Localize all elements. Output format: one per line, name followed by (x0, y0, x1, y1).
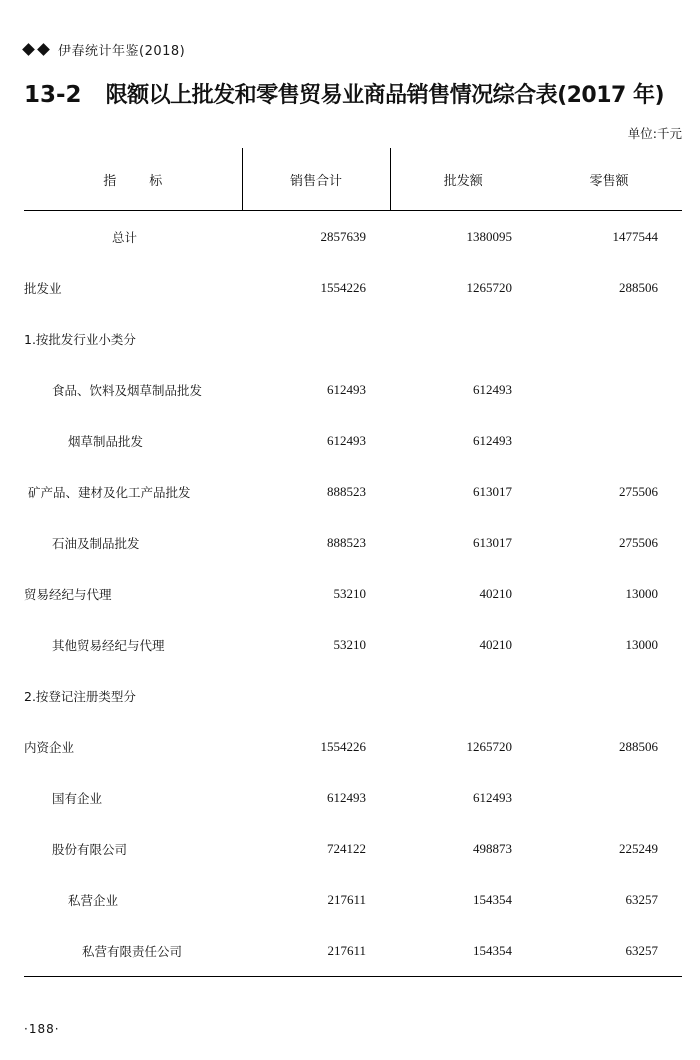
page-number: ·188· (24, 1022, 60, 1036)
cell-wholesale (390, 670, 536, 721)
column-header-total-sales: 销售合计 (242, 148, 390, 211)
table-row (24, 670, 682, 721)
table-bottom-rule (24, 976, 682, 977)
table-row (24, 568, 682, 619)
cell-total-sales: 217611 (327, 891, 366, 907)
cell-retail: 63257 (625, 942, 658, 958)
table-row (24, 364, 682, 415)
row-label: 1.按批发行业小类分 (24, 331, 136, 347)
cell-total-sales: 53210 (333, 585, 366, 601)
table-row (24, 211, 682, 263)
column-header-indicator: 指 标 (24, 148, 242, 211)
table-body (24, 211, 682, 977)
table-row (24, 925, 682, 976)
cell-wholesale: 154354 (473, 891, 512, 907)
cell-total-sales: 612493 (327, 432, 366, 448)
row-label: 石油及制品批发 (52, 535, 140, 551)
statistics-table-wrapper (24, 148, 682, 977)
cell-retail (536, 772, 682, 823)
cell-wholesale: 1265720 (466, 738, 512, 754)
row-label: 其他贸易经纪与代理 (52, 637, 165, 653)
row-label: 私营有限责任公司 (82, 943, 183, 959)
row-label: 私营企业 (68, 892, 119, 908)
cell-total-sales: 612493 (327, 381, 366, 397)
cell-retail (536, 415, 682, 466)
cell-wholesale: 40210 (479, 585, 512, 601)
column-header-wholesale: 批发额 (390, 148, 536, 211)
rule-cell (390, 976, 536, 977)
cell-total-sales: 1554226 (320, 279, 366, 295)
diamond-icon-2 (37, 43, 50, 56)
cell-wholesale: 613017 (473, 483, 512, 499)
cell-wholesale: 40210 (479, 636, 512, 652)
table-row (24, 874, 682, 925)
row-label: 矿产品、建材及化工产品批发 (28, 484, 191, 500)
header-vertical-rule-2 (390, 148, 391, 211)
cell-retail: 225249 (619, 840, 658, 856)
cell-wholesale: 612493 (473, 789, 512, 805)
table-row (24, 823, 682, 874)
table-title: 限额以上批发和零售贸易业商品销售情况综合表(2017 年) (105, 83, 665, 108)
cell-wholesale: 612493 (473, 432, 512, 448)
cell-wholesale: 154354 (473, 942, 512, 958)
cell-retail: 13000 (625, 636, 658, 652)
cell-total-sales: 53210 (333, 636, 366, 652)
cell-total-sales: 888523 (327, 483, 366, 499)
cell-total-sales (242, 313, 390, 364)
cell-retail: 13000 (625, 585, 658, 601)
table-header (24, 148, 682, 211)
cell-retail: 63257 (625, 891, 658, 907)
running-header-text: 伊春统计年鉴(2018) (58, 44, 186, 59)
running-header (24, 40, 185, 59)
column-header-retail: 零售额 (536, 148, 682, 211)
cell-wholesale: 613017 (473, 534, 512, 550)
table-row (24, 415, 682, 466)
cell-wholesale: 612493 (473, 381, 512, 397)
cell-total-sales (242, 670, 390, 721)
table-header-row (24, 148, 682, 211)
cell-wholesale: 1380095 (466, 228, 512, 244)
table-number: 13-2 (24, 82, 82, 108)
cell-retail: 1477544 (612, 228, 658, 244)
table-row (24, 466, 682, 517)
cell-retail: 275506 (619, 534, 658, 550)
diamond-icon (22, 43, 35, 56)
cell-total-sales: 724122 (327, 840, 366, 856)
cell-total-sales: 612493 (327, 789, 366, 805)
row-label: 股份有限公司 (52, 841, 128, 857)
row-label: 国有企业 (52, 790, 103, 806)
table-row (24, 619, 682, 670)
unit-note: 单位:千元 (627, 126, 682, 141)
page-title (24, 78, 682, 109)
statistics-table (24, 148, 682, 977)
row-label: 批发业 (24, 280, 62, 296)
rule-cell (536, 976, 682, 977)
cell-total-sales: 888523 (327, 534, 366, 550)
cell-total-sales: 217611 (327, 942, 366, 958)
row-label: 食品、饮料及烟草制品批发 (52, 382, 203, 398)
row-label: 2.按登记注册类型分 (24, 688, 136, 704)
rule-cell (24, 976, 242, 977)
table-row (24, 262, 682, 313)
cell-wholesale: 498873 (473, 840, 512, 856)
table-row (24, 517, 682, 568)
cell-retail (536, 313, 682, 364)
cell-total-sales: 1554226 (320, 738, 366, 754)
row-label: 贸易经纪与代理 (24, 586, 112, 602)
cell-retail (536, 670, 682, 721)
table-row (24, 721, 682, 772)
cell-wholesale (390, 313, 536, 364)
cell-retail: 275506 (619, 483, 658, 499)
header-vertical-rule-1 (242, 148, 243, 211)
row-label: 烟草制品批发 (68, 433, 144, 449)
cell-wholesale: 1265720 (466, 279, 512, 295)
cell-retail: 288506 (619, 738, 658, 754)
cell-retail (536, 364, 682, 415)
cell-retail: 288506 (619, 279, 658, 295)
table-row (24, 313, 682, 364)
rule-cell (242, 976, 390, 977)
row-label: 总计 (112, 229, 138, 245)
table-row (24, 772, 682, 823)
row-label: 内资企业 (24, 739, 75, 755)
cell-total-sales: 2857639 (320, 228, 366, 244)
